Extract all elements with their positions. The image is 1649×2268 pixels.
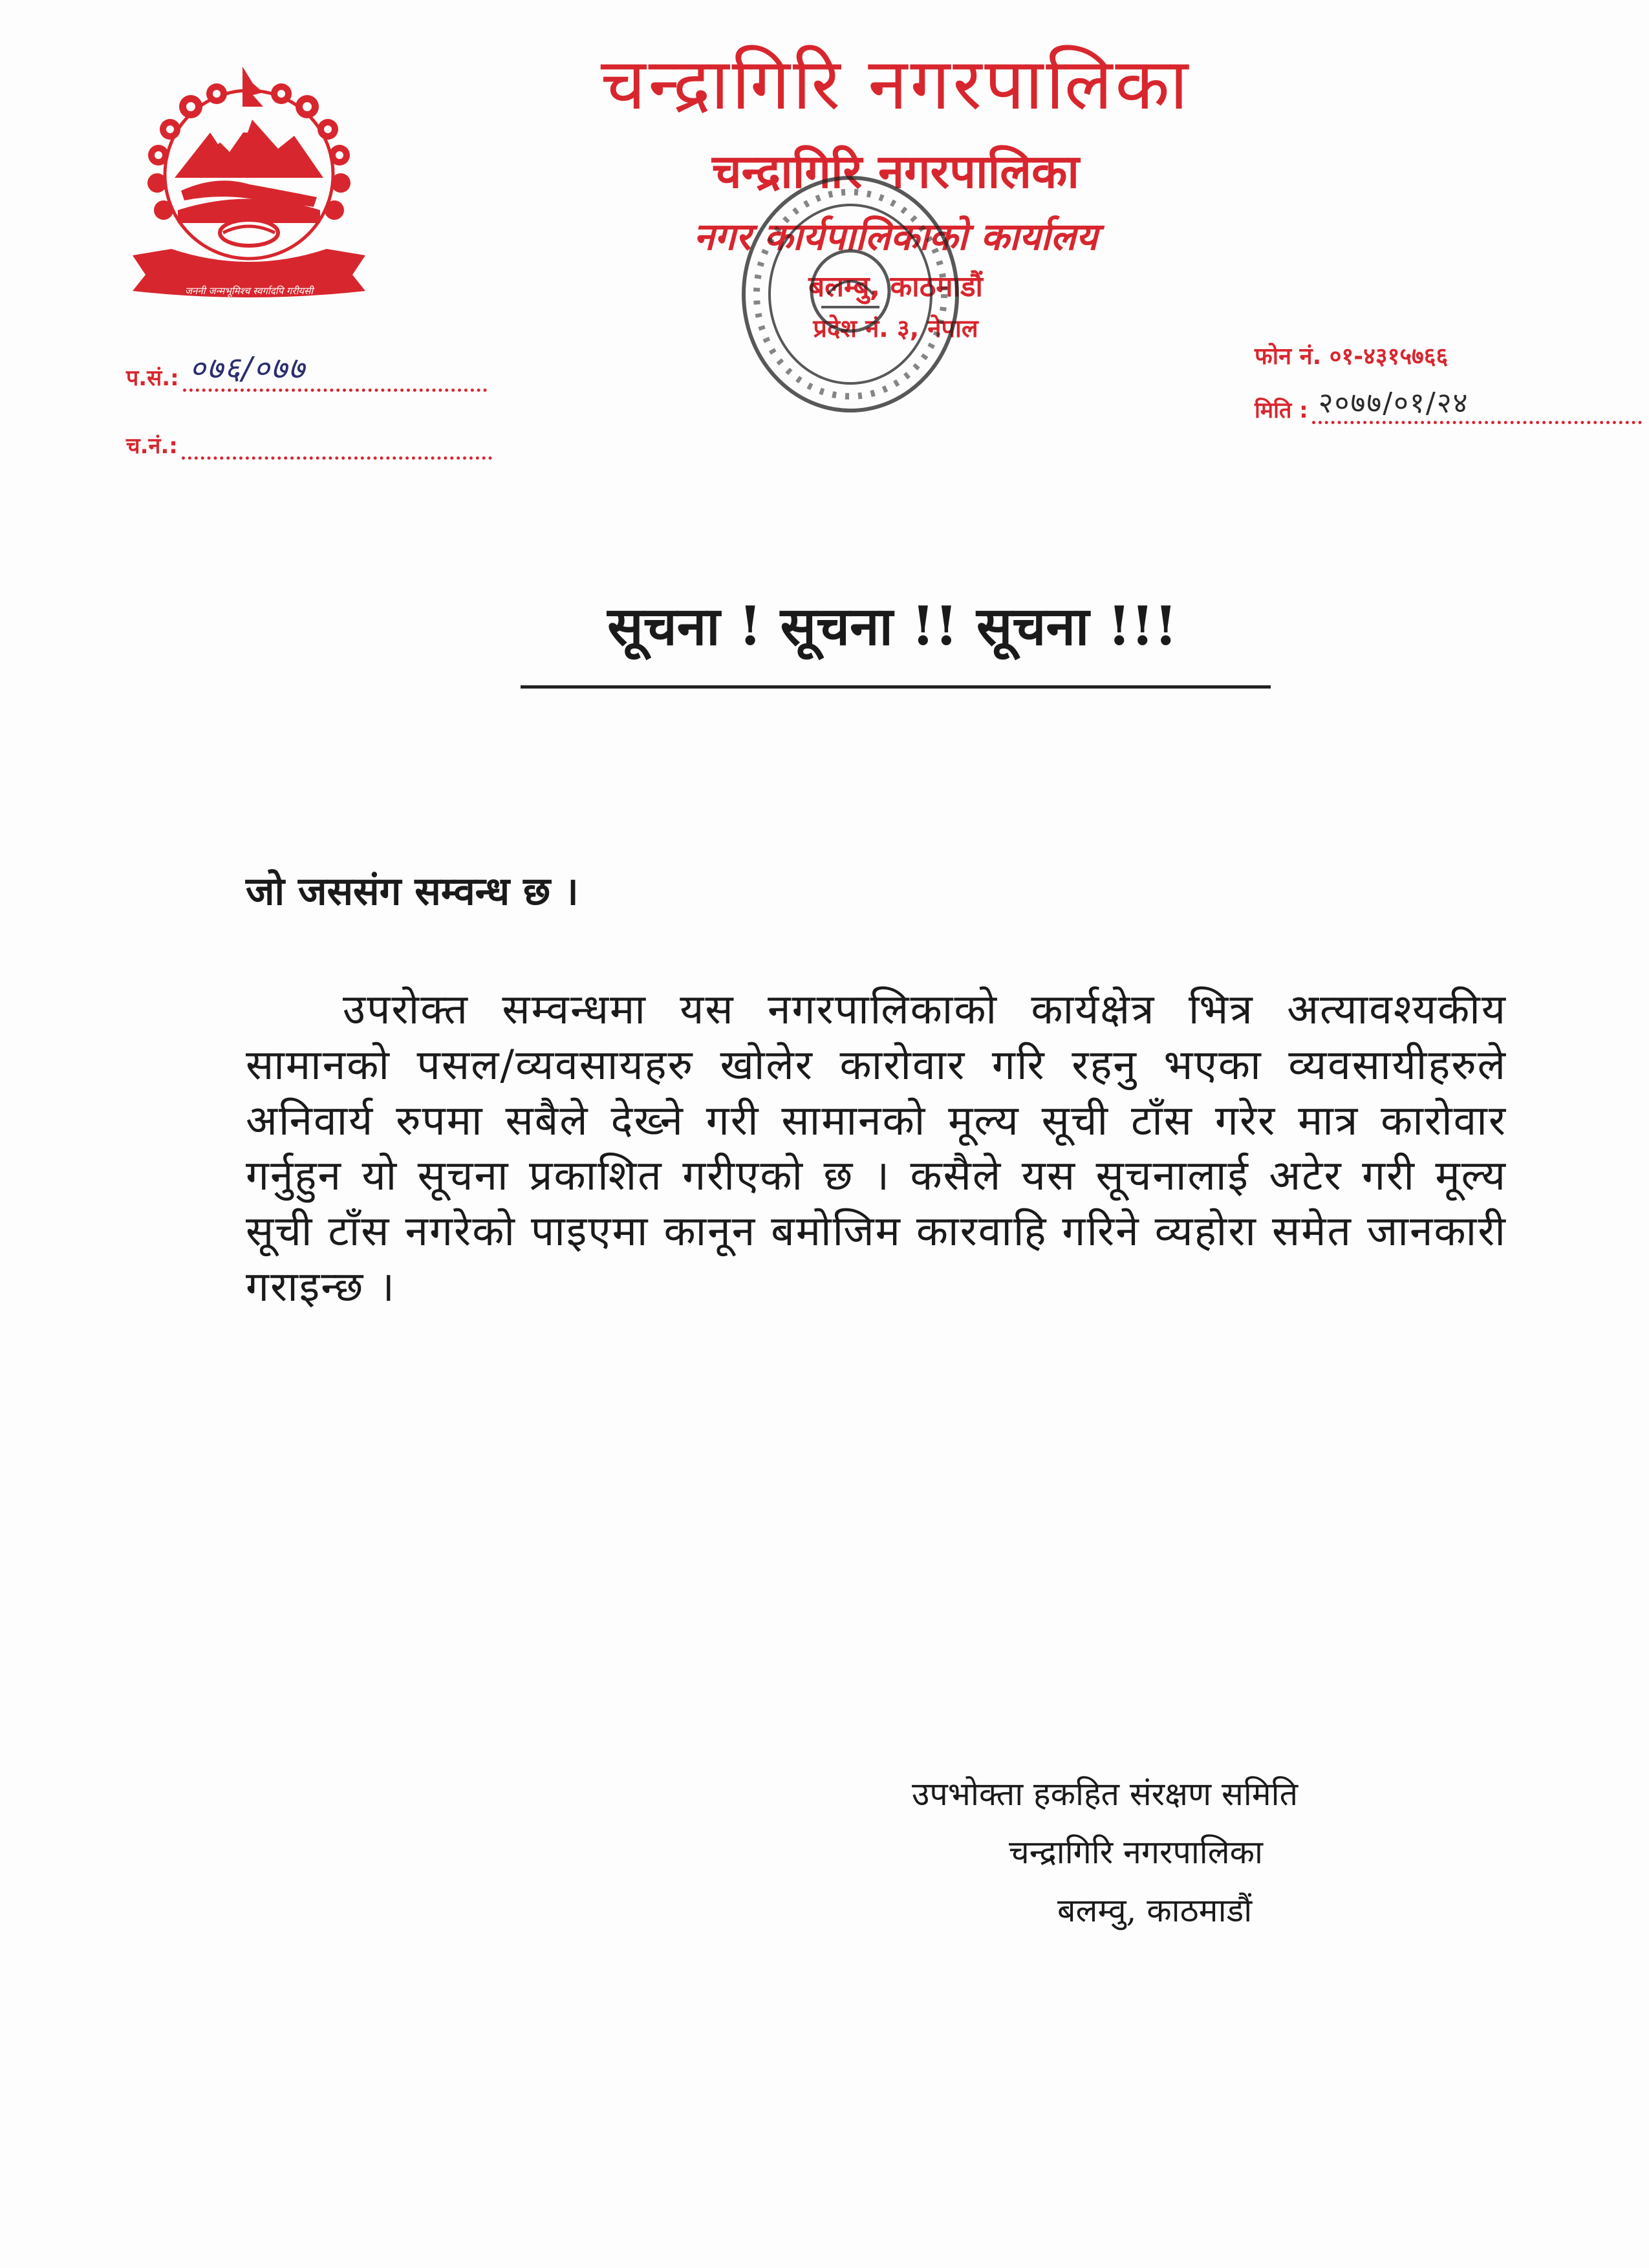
chalani-dots: [182, 453, 492, 460]
office-name: नगर कार्यपालिकाको कार्यालय: [693, 215, 1098, 259]
signature-municipality: चन्द्रागिरि नगरपालिका: [1009, 1834, 1263, 1871]
chalani-field: [126, 430, 492, 460]
miti-dots: [1312, 387, 1642, 424]
signature-committee: उपभोक्ता हकहित संरक्षण समिति: [912, 1775, 1299, 1813]
phone-number: फोन नं. ०१-४३१५७६६: [1255, 343, 1449, 370]
notice-body: उपरोक्त सम्वन्धमा यस नगरपालिकाको कार्यक्षेत्र भित्र अत्यावश्यकीय सामानको पसल/व्यवसायहरु खोलेर कारोवार गरि रहनु भएका व्यवसायीहरुले अनिवार्य रुपमा सबैले देख्ने गरी सामानको मूल्य सूची टाँस गरेर मात्र कारोवार गर्नुहुन यो सूचना प्रकाशित गरीएको छ । कसैले यस सूचनालाई अटेर गरी मूल्य सूची टाँस नगरेको पाइएमा कानून बमोजिम कारवाहि गरिने व्यहोरा समेत जानकारी गराइन्छ ।: [246, 986, 1507, 1311]
salutation: जो जससंग सम्वन्ध छ ।: [246, 869, 579, 914]
patra-sankhya-dots: [183, 350, 487, 392]
miti-field: [1255, 387, 1642, 424]
municipality-title: चन्द्रागिरि नगरपालिका: [600, 43, 1191, 125]
patra-sankhya-field: [126, 350, 487, 392]
office-address: बलम्बु, काठमाडौं: [808, 270, 983, 303]
office-province: प्रदेश नं. ३, नेपाल: [813, 314, 978, 343]
heading-underline: [521, 685, 1271, 689]
municipality-title-newari: चन्द्रागिरि नगरपालिका: [711, 144, 1080, 198]
nepal-emblem-icon: [120, 61, 378, 314]
notice-heading: सूचना ! सूचना !! सूचना !!!: [607, 595, 1178, 658]
chalani-label: च.नं.:: [126, 433, 178, 459]
signature-address: बलम्वु, काठमाडौं: [1057, 1892, 1253, 1929]
patra-sankhya-value: ०७६/०७७: [189, 350, 306, 387]
official-stamp-icon: [731, 165, 970, 423]
miti-value: २०७७/०१/२४: [1318, 387, 1469, 420]
emblem-caption: जननी जन्मभूमिश्च स्वर्गादपि गरीयसी: [184, 285, 314, 297]
patra-sankhya-label: प.सं.:: [126, 365, 179, 391]
miti-label: मिति :: [1255, 398, 1308, 423]
